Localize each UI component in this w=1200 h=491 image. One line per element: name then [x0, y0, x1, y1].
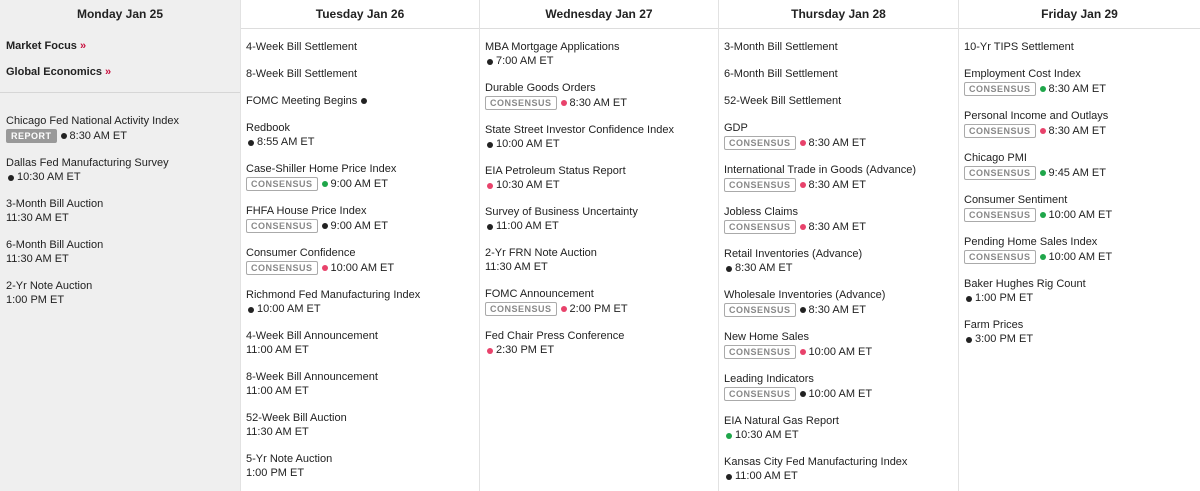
- event-meta: [246, 344, 475, 357]
- day-column: [959, 0, 1200, 491]
- event-meta: [724, 429, 954, 442]
- event-name[interactable]: Case-Shiller Home Price Index: [246, 163, 397, 175]
- event-item[interactable]: [246, 371, 475, 398]
- event-name[interactable]: Consumer Sentiment: [964, 194, 1068, 206]
- event-name[interactable]: Baker Hughes Rig Count: [964, 278, 1086, 290]
- event-time: 10:00 AM ET: [330, 261, 395, 274]
- event-time: 8:30 AM ET: [735, 262, 793, 274]
- event-item[interactable]: [6, 115, 236, 143]
- event-name[interactable]: Fed Chair Press Conference: [485, 330, 625, 342]
- importance-dot-icon: [726, 433, 732, 439]
- consensus-badge[interactable]: CONSENSUS: [724, 345, 796, 359]
- consensus-badge[interactable]: CONSENSUS: [964, 82, 1036, 96]
- importance-dot-icon: [8, 175, 14, 181]
- event-list: [959, 29, 1200, 346]
- event-name[interactable]: 2-Yr Note Auction: [6, 280, 93, 292]
- event-name[interactable]: Wholesale Inventories (Advance): [724, 289, 886, 301]
- day-header: Monday Jan 25: [0, 0, 240, 28]
- event-name[interactable]: 2-Yr FRN Note Auction: [485, 247, 597, 259]
- event-meta: [6, 294, 236, 307]
- event-meta: [485, 261, 714, 274]
- day-column: [480, 0, 719, 491]
- importance-dot-icon: [487, 348, 493, 354]
- importance-dot-icon: [248, 140, 254, 146]
- event-name[interactable]: 6-Month Bill Settlement: [724, 68, 838, 80]
- event-list: [480, 29, 718, 357]
- event-name[interactable]: 5-Yr Note Auction: [246, 453, 333, 465]
- event-time: 8:30 AM ET: [69, 129, 127, 142]
- day-header: Wednesday Jan 27: [480, 0, 718, 29]
- event-meta: [485, 344, 714, 357]
- event-time: 10:00 AM ET: [1048, 250, 1113, 263]
- event-time: 9:00 AM ET: [330, 219, 388, 232]
- importance-dot-icon: [726, 266, 732, 272]
- event-time: 7:00 AM ET: [496, 55, 554, 67]
- importance-dot-icon: [322, 223, 328, 229]
- event-time: 11:30 AM ET: [485, 261, 548, 273]
- event-item[interactable]: [246, 68, 475, 81]
- event-name[interactable]: 6-Month Bill Auction: [6, 239, 104, 251]
- event-item[interactable]: [964, 152, 1196, 180]
- event-item[interactable]: [246, 453, 475, 480]
- event-name[interactable]: Consumer Confidence: [246, 247, 356, 259]
- event-time: 8:30 AM ET: [808, 136, 866, 149]
- importance-dot-icon: [800, 307, 806, 313]
- importance-dot-icon: [61, 133, 67, 139]
- event-meta: [6, 171, 236, 184]
- event-name[interactable]: FHFA House Price Index: [246, 205, 367, 217]
- day-column: [0, 0, 241, 491]
- event-meta: [724, 345, 954, 359]
- event-item[interactable]: [964, 236, 1196, 264]
- event-meta: [724, 220, 954, 234]
- event-time: 1:00 PM ET: [246, 467, 305, 479]
- event-meta: [246, 467, 475, 480]
- event-item[interactable]: [964, 319, 1196, 346]
- divider: [0, 92, 240, 93]
- event-time: 10:30 AM ET: [735, 429, 799, 441]
- event-name[interactable]: 3-Month Bill Auction: [6, 198, 104, 210]
- event-name[interactable]: 8-Week Bill Announcement: [246, 371, 378, 383]
- event-time: 10:30 AM ET: [496, 179, 560, 191]
- event-time: 9:45 AM ET: [1048, 166, 1106, 179]
- event-meta: [359, 98, 370, 104]
- event-meta: [485, 179, 714, 192]
- event-name[interactable]: Durable Goods Orders: [485, 82, 596, 94]
- importance-dot-icon: [1040, 254, 1046, 260]
- consensus-badge[interactable]: CONSENSUS: [724, 178, 796, 192]
- event-item[interactable]: [485, 288, 714, 316]
- event-item[interactable]: [964, 68, 1196, 96]
- event-item[interactable]: [485, 330, 714, 357]
- event-time: 1:00 PM ET: [975, 292, 1034, 304]
- event-name[interactable]: FOMC Meeting Begins: [246, 95, 358, 107]
- event-item[interactable]: [246, 122, 475, 149]
- day-header: Thursday Jan 28: [719, 0, 958, 29]
- event-item[interactable]: [724, 164, 954, 192]
- event-name[interactable]: 3-Month Bill Settlement: [724, 41, 838, 53]
- consensus-badge[interactable]: CONSENSUS: [724, 303, 796, 317]
- event-time: 10:00 AM ET: [1048, 208, 1113, 221]
- global-economics-link[interactable]: [6, 66, 240, 78]
- event-meta: [246, 136, 475, 149]
- event-item[interactable]: [485, 206, 714, 233]
- day-header: Friday Jan 29: [959, 0, 1200, 29]
- event-name[interactable]: Chicago PMI: [964, 152, 1027, 164]
- event-meta: [485, 138, 714, 151]
- event-item[interactable]: [724, 68, 954, 81]
- importance-dot-icon: [1040, 170, 1046, 176]
- event-time: 10:00 AM ET: [257, 303, 321, 315]
- event-name[interactable]: Redbook: [246, 122, 291, 134]
- event-item[interactable]: [724, 331, 954, 359]
- event-item[interactable]: [6, 157, 236, 184]
- event-name[interactable]: EIA Natural Gas Report: [724, 415, 839, 427]
- importance-dot-icon: [800, 349, 806, 355]
- event-name[interactable]: New Home Sales: [724, 331, 809, 343]
- event-item[interactable]: [964, 194, 1196, 222]
- event-item[interactable]: [724, 373, 954, 401]
- event-time: 8:55 AM ET: [257, 136, 315, 148]
- event-name[interactable]: Pending Home Sales Index: [964, 236, 1098, 248]
- event-meta: [964, 166, 1196, 180]
- event-name[interactable]: 52-Week Bill Auction: [246, 412, 347, 424]
- consensus-badge[interactable]: CONSENSUS: [964, 208, 1036, 222]
- importance-dot-icon: [561, 306, 567, 312]
- event-time: 10:00 AM ET: [808, 387, 873, 400]
- event-meta: [964, 208, 1196, 222]
- event-name[interactable]: Survey of Business Uncertainty: [485, 206, 638, 218]
- importance-dot-icon: [487, 142, 493, 148]
- quick-links: [0, 28, 240, 78]
- double-chevron-right-icon: »: [79, 40, 87, 52]
- event-name[interactable]: Employment Cost Index: [964, 68, 1081, 80]
- event-meta: [724, 262, 954, 275]
- event-meta: [485, 55, 714, 68]
- importance-dot-icon: [561, 100, 567, 106]
- consensus-badge[interactable]: CONSENSUS: [964, 166, 1036, 180]
- event-meta: [485, 302, 714, 316]
- market-focus-link[interactable]: [6, 40, 240, 52]
- event-item[interactable]: [724, 122, 954, 150]
- importance-dot-icon: [966, 296, 972, 302]
- consensus-badge[interactable]: CONSENSUS: [246, 219, 318, 233]
- event-time: 8:30 AM ET: [808, 220, 866, 233]
- event-time: 8:30 AM ET: [569, 96, 627, 109]
- event-list: [719, 29, 958, 483]
- event-time: 11:00 AM ET: [735, 470, 798, 482]
- event-name[interactable]: FOMC Announcement: [485, 288, 594, 300]
- event-name[interactable]: GDP: [724, 122, 748, 134]
- consensus-badge[interactable]: CONSENSUS: [964, 250, 1036, 264]
- consensus-badge[interactable]: CONSENSUS: [724, 387, 796, 401]
- consensus-badge[interactable]: CONSENSUS: [246, 261, 318, 275]
- event-time: 8:30 AM ET: [1048, 124, 1106, 137]
- event-item[interactable]: [724, 456, 954, 483]
- importance-dot-icon: [487, 183, 493, 189]
- event-time: 10:30 AM ET: [17, 171, 81, 183]
- event-meta: [724, 470, 954, 483]
- event-meta: [246, 219, 475, 233]
- event-item[interactable]: [6, 280, 236, 307]
- event-list: [0, 103, 240, 307]
- event-item[interactable]: [724, 289, 954, 317]
- event-time: 11:30 AM ET: [246, 426, 309, 438]
- event-name[interactable]: 4-Week Bill Settlement: [246, 41, 358, 53]
- consensus-badge[interactable]: CONSENSUS: [724, 220, 796, 234]
- importance-dot-icon: [726, 474, 732, 480]
- consensus-badge[interactable]: CONSENSUS: [724, 136, 796, 150]
- importance-dot-icon: [322, 265, 328, 271]
- consensus-badge[interactable]: CONSENSUS: [485, 302, 557, 316]
- event-meta: [964, 333, 1196, 346]
- event-item[interactable]: [724, 206, 954, 234]
- event-name[interactable]: 8-Week Bill Settlement: [246, 68, 358, 80]
- importance-dot-icon: [487, 224, 493, 230]
- importance-dot-icon: [322, 181, 328, 187]
- event-time: 11:00 AM ET: [246, 385, 309, 397]
- importance-dot-icon: [487, 59, 493, 65]
- event-item[interactable]: [485, 82, 714, 110]
- event-meta: [964, 124, 1196, 138]
- event-meta: [246, 303, 475, 316]
- event-item[interactable]: [246, 163, 475, 191]
- event-name[interactable]: MBA Mortgage Applications: [485, 41, 620, 53]
- event-time: 8:30 AM ET: [1048, 82, 1106, 95]
- event-time: 11:30 AM ET: [6, 253, 69, 265]
- event-name[interactable]: Jobless Claims: [724, 206, 798, 218]
- importance-dot-icon: [1040, 86, 1046, 92]
- event-meta: [246, 385, 475, 398]
- importance-dot-icon: [800, 140, 806, 146]
- event-name[interactable]: International Trade in Goods (Advance): [724, 164, 917, 176]
- event-item[interactable]: [246, 330, 475, 357]
- event-item[interactable]: [724, 41, 954, 54]
- link-label: Market Focus: [6, 40, 77, 52]
- event-meta: [964, 82, 1196, 96]
- consensus-badge[interactable]: CONSENSUS: [964, 124, 1036, 138]
- event-name[interactable]: 52-Week Bill Settlement: [724, 95, 842, 107]
- event-name[interactable]: Farm Prices: [964, 319, 1024, 331]
- event-item[interactable]: [246, 289, 475, 316]
- event-name[interactable]: State Street Investor Confidence Index: [485, 124, 674, 136]
- event-meta: [724, 303, 954, 317]
- event-time: 2:30 PM ET: [496, 344, 555, 356]
- event-time: 10:00 AM ET: [808, 345, 873, 358]
- event-time: 2:00 PM ET: [569, 302, 628, 315]
- event-name[interactable]: Richmond Fed Manufacturing Index: [246, 289, 421, 301]
- event-name[interactable]: EIA Petroleum Status Report: [485, 165, 626, 177]
- event-item[interactable]: [964, 41, 1196, 54]
- event-time: 8:30 AM ET: [808, 178, 866, 191]
- event-item[interactable]: [6, 239, 236, 266]
- event-meta: [246, 426, 475, 439]
- event-meta: [6, 212, 236, 225]
- event-name[interactable]: Leading Indicators: [724, 373, 814, 385]
- event-meta: [724, 136, 954, 150]
- day-column: [719, 0, 959, 491]
- event-name[interactable]: Personal Income and Outlays: [964, 110, 1109, 122]
- event-item[interactable]: [246, 95, 475, 108]
- consensus-badge[interactable]: CONSENSUS: [485, 96, 557, 110]
- event-meta: [724, 387, 954, 401]
- report-badge[interactable]: REPORT: [6, 129, 57, 143]
- event-item[interactable]: [485, 247, 714, 274]
- event-meta: [6, 129, 236, 143]
- consensus-badge[interactable]: CONSENSUS: [246, 177, 318, 191]
- event-item[interactable]: [246, 41, 475, 54]
- event-item[interactable]: [246, 412, 475, 439]
- event-name[interactable]: Kansas City Fed Manufacturing Index: [724, 456, 908, 468]
- event-time: 11:30 AM ET: [6, 212, 69, 224]
- event-item[interactable]: [724, 248, 954, 275]
- event-time: 10:00 AM ET: [496, 138, 560, 150]
- event-item[interactable]: [724, 95, 954, 108]
- event-item[interactable]: [964, 110, 1196, 138]
- event-meta: [485, 96, 714, 110]
- event-meta: [964, 292, 1196, 305]
- event-name[interactable]: 10-Yr TIPS Settlement: [964, 41, 1074, 53]
- event-name[interactable]: Chicago Fed National Activity Index: [6, 115, 180, 127]
- event-item[interactable]: [485, 124, 714, 151]
- day-column: [241, 0, 480, 491]
- importance-dot-icon: [800, 224, 806, 230]
- event-name[interactable]: Dallas Fed Manufacturing Survey: [6, 157, 169, 169]
- importance-dot-icon: [1040, 212, 1046, 218]
- event-name[interactable]: Retail Inventories (Advance): [724, 248, 863, 260]
- event-meta: [964, 250, 1196, 264]
- event-name[interactable]: 4-Week Bill Announcement: [246, 330, 378, 342]
- event-meta: [246, 261, 475, 275]
- event-item[interactable]: [246, 247, 475, 275]
- event-meta: [724, 178, 954, 192]
- event-meta: [485, 220, 714, 233]
- importance-dot-icon: [248, 307, 254, 313]
- event-time: 8:30 AM ET: [808, 303, 866, 316]
- event-meta: [6, 253, 236, 266]
- event-time: 1:00 PM ET: [6, 294, 65, 306]
- event-time: 3:00 PM ET: [975, 333, 1034, 345]
- event-time: 11:00 AM ET: [246, 344, 309, 356]
- event-time: 9:00 AM ET: [330, 177, 388, 190]
- day-header: Tuesday Jan 26: [241, 0, 479, 29]
- importance-dot-icon: [800, 391, 806, 397]
- importance-dot-icon: [361, 98, 367, 104]
- link-label: Global Economics: [6, 66, 102, 78]
- importance-dot-icon: [966, 337, 972, 343]
- event-item[interactable]: [485, 41, 714, 68]
- importance-dot-icon: [1040, 128, 1046, 134]
- event-list: [241, 29, 479, 480]
- event-item[interactable]: [724, 415, 954, 442]
- event-meta: [246, 177, 475, 191]
- double-chevron-right-icon: »: [105, 66, 112, 78]
- event-item[interactable]: [6, 198, 236, 225]
- event-item[interactable]: [485, 165, 714, 192]
- event-item[interactable]: [246, 205, 475, 233]
- importance-dot-icon: [800, 182, 806, 188]
- event-time: 11:00 AM ET: [496, 220, 559, 232]
- event-item[interactable]: [964, 278, 1196, 305]
